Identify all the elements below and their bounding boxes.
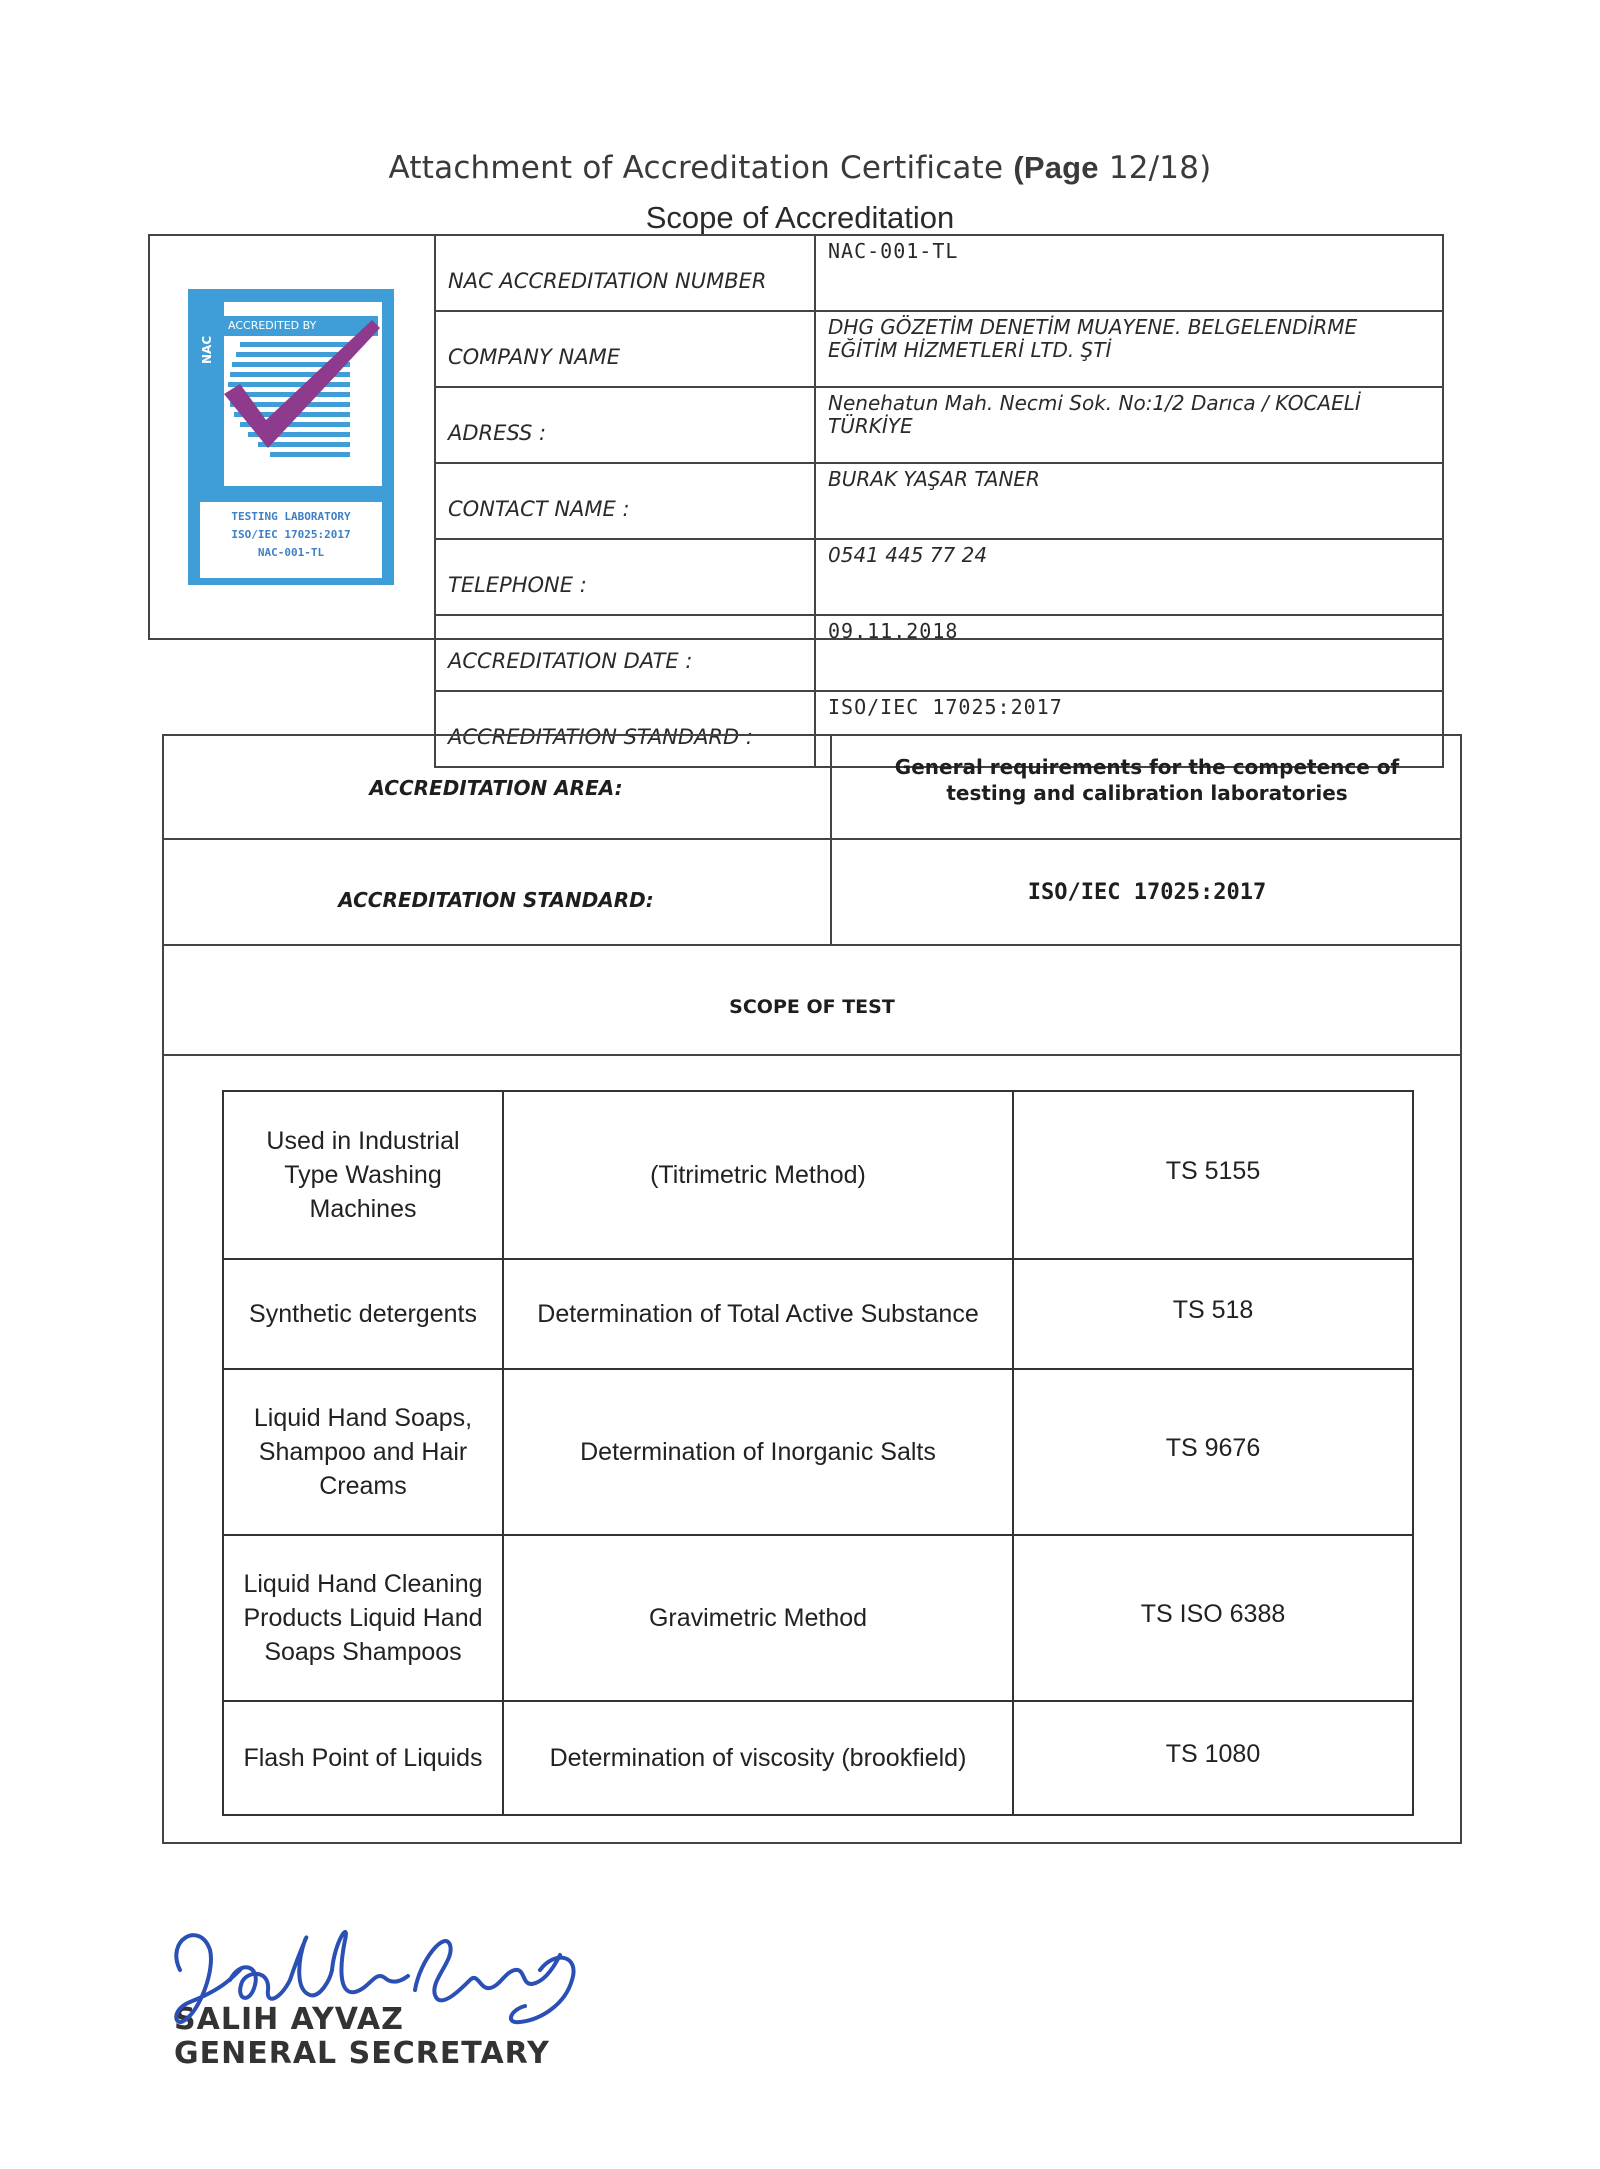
logo-accredited-by: ACCREDITED BY bbox=[224, 316, 378, 336]
test-standard: TS 1080 bbox=[1013, 1701, 1413, 1815]
logo-check-icon bbox=[200, 302, 382, 486]
scope-divider bbox=[162, 944, 1462, 946]
test-standard: TS 518 bbox=[1013, 1259, 1413, 1369]
info-row-company-name bbox=[435, 311, 1443, 387]
table-row bbox=[223, 1259, 1413, 1369]
product-line: Synthetic detergents bbox=[249, 1300, 477, 1328]
test-product bbox=[223, 1259, 503, 1369]
logo-caption bbox=[200, 502, 382, 578]
product-line: Creams bbox=[319, 1472, 407, 1500]
info-row-address bbox=[435, 387, 1443, 463]
info-row-contact-name bbox=[435, 463, 1443, 539]
info-label: COMPANY NAME bbox=[435, 311, 815, 387]
product-line: Machines bbox=[309, 1195, 417, 1223]
title-page-word: (Page bbox=[1013, 150, 1099, 185]
test-product bbox=[223, 1535, 503, 1701]
accreditation-area-value bbox=[832, 754, 1462, 806]
accreditation-standard-label: ACCREDITATION STANDARD: bbox=[338, 888, 654, 912]
product-line: Type Washing bbox=[284, 1161, 442, 1189]
logo-caption-line2: ISO/IEC 17025:2017 bbox=[231, 528, 351, 541]
info-table bbox=[434, 234, 1444, 768]
table-row bbox=[223, 1091, 1413, 1259]
info-label: TELEPHONE : bbox=[435, 539, 815, 615]
scope-divider bbox=[162, 838, 1462, 840]
certificate-title bbox=[0, 150, 1600, 186]
test-standard: TS 9676 bbox=[1013, 1369, 1413, 1535]
info-row-accreditation-date bbox=[435, 615, 1443, 691]
accreditation-area-label: ACCREDITATION AREA: bbox=[369, 776, 623, 800]
title-page-number: 12/18) bbox=[1108, 150, 1212, 186]
test-method: Determination of viscosity (brookfield) bbox=[503, 1701, 1013, 1815]
info-label: CONTACT NAME : bbox=[435, 463, 815, 539]
info-value: ISO/IEC 17025:2017 bbox=[815, 691, 1443, 767]
table-row bbox=[223, 1701, 1413, 1815]
info-value: 09.11.2018 bbox=[815, 615, 1443, 691]
title-prefix: Attachment of Accreditation Certificate bbox=[388, 150, 1004, 186]
info-value: 0541 445 77 24 bbox=[815, 539, 1443, 615]
test-standard: TS ISO 6388 bbox=[1013, 1535, 1413, 1701]
address-line1: Nenehatun Mah. Necmi Sok. No:1/2 Darıca / KOCAELİ bbox=[828, 391, 1361, 415]
info-value: BURAK YAŞAR TANER bbox=[815, 463, 1443, 539]
test-product bbox=[223, 1701, 503, 1815]
address-line2: TÜRKİYE bbox=[828, 414, 913, 438]
info-label: ADRESS : bbox=[435, 387, 815, 463]
test-standard: TS 5155 bbox=[1013, 1091, 1413, 1259]
product-line: Soaps Shampoos bbox=[264, 1638, 462, 1666]
accreditation-standard-value: ISO/IEC 17025:2017 bbox=[1027, 880, 1267, 905]
test-method: Gravimetric Method bbox=[503, 1535, 1013, 1701]
scope-of-test-heading: SCOPE OF TEST bbox=[729, 996, 895, 1018]
product-line: Flash Point of Liquids bbox=[243, 1744, 483, 1772]
info-label: NAC ACCREDITATION NUMBER bbox=[435, 235, 815, 311]
test-method: Determination of Inorganic Salts bbox=[503, 1369, 1013, 1535]
product-line: Products Liquid Hand bbox=[243, 1604, 483, 1632]
test-method: Determination of Total Active Substance bbox=[503, 1259, 1013, 1369]
product-line: Used in Industrial bbox=[266, 1127, 460, 1155]
logo-caption-line1: TESTING LABORATORY bbox=[231, 510, 351, 523]
test-product bbox=[223, 1369, 503, 1535]
info-row-accreditation-number bbox=[435, 235, 1443, 311]
test-product bbox=[223, 1091, 503, 1259]
product-line: Shampoo and Hair bbox=[258, 1438, 468, 1466]
handwritten-signature bbox=[160, 1910, 590, 2050]
test-table bbox=[222, 1090, 1414, 1816]
company-name-line1: DHG GÖZETİM DENETİM MUAYENE. BELGELENDİRME bbox=[828, 315, 1358, 339]
info-value bbox=[815, 387, 1443, 463]
info-value bbox=[815, 311, 1443, 387]
logo-caption-line3: NAC-001-TL bbox=[257, 546, 325, 559]
table-row bbox=[223, 1535, 1413, 1701]
signatory-title: GENERAL SECRETARY bbox=[174, 2036, 550, 2071]
product-line: Liquid Hand Cleaning bbox=[243, 1570, 483, 1598]
info-label: ACCREDITATION DATE : bbox=[435, 615, 815, 691]
scope-heading: Scope of Accreditation bbox=[645, 200, 955, 235]
info-value: NAC-001-TL bbox=[815, 235, 1443, 311]
product-line: Liquid Hand Soaps, bbox=[253, 1404, 473, 1432]
scope-divider bbox=[162, 1054, 1462, 1056]
table-row bbox=[223, 1369, 1413, 1535]
area-value-line2: testing and calibration laboratories bbox=[946, 781, 1348, 805]
test-method: (Titrimetric Method) bbox=[503, 1091, 1013, 1259]
company-name-line2: EĞİTİM HİZMETLERİ LTD. ŞTİ bbox=[828, 338, 1112, 362]
logo-side-text: NAC bbox=[200, 335, 214, 365]
info-label: ACCREDITATION STANDARD : bbox=[435, 691, 815, 767]
area-value-line1: General requirements for the competence of bbox=[894, 755, 1400, 779]
signatory-name: SALIH AYVAZ bbox=[174, 2002, 404, 2037]
info-row-telephone bbox=[435, 539, 1443, 615]
